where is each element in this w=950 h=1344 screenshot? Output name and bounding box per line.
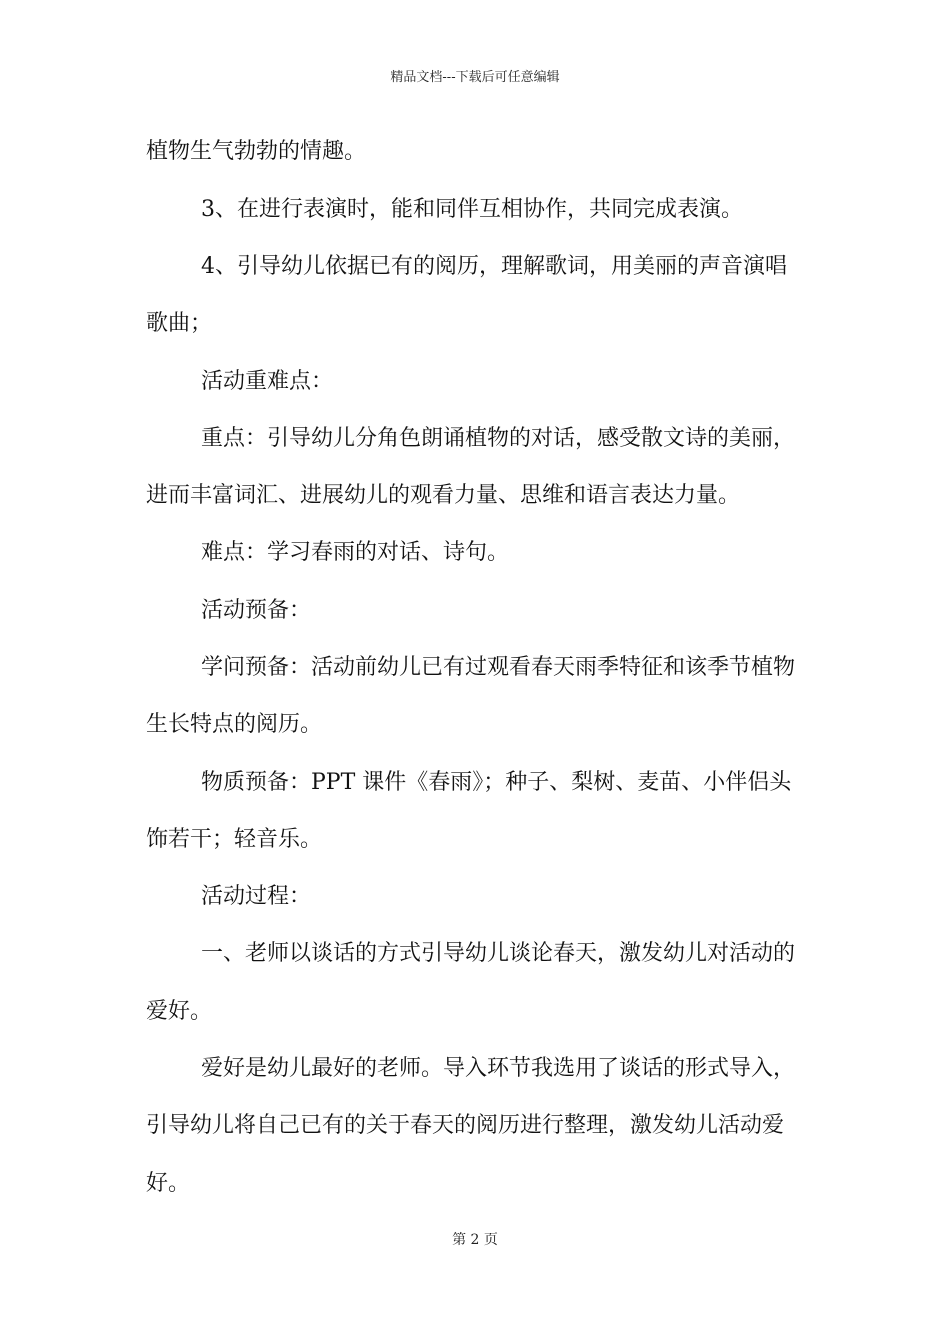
body-line: 物质预备：PPT 课件《春雨》；种子、梨树、麦苗、小伴侣头: [201, 770, 792, 795]
body-line: 植物生气勃勃的情趣。: [146, 139, 367, 164]
body-line: 好。: [146, 1171, 191, 1196]
body-line: 生长特点的阅历。: [146, 712, 323, 737]
body-line: 3、在进行表演时，能和同伴互相协作，共同完成表演。: [201, 197, 743, 222]
body-line: 难点：学习春雨的对话、诗句。: [201, 540, 510, 565]
section-heading: 活动过程：: [201, 884, 312, 909]
body-line: 学问预备：活动前幼儿已有过观看春天雨季特征和该季节植物: [201, 655, 796, 680]
body-line: 饰若干；轻音乐。: [146, 827, 323, 852]
body-line: 引导幼儿将自己已有的关于春天的阅历进行整理，激发幼儿活动爱: [146, 1113, 785, 1138]
body-line: 爱好是幼儿最好的老师。导入环节我选用了谈话的形式导入，: [201, 1056, 796, 1081]
body-line: 重点：引导幼儿分角色朗诵植物的对话，感受散文诗的美丽，: [201, 426, 796, 451]
body-line: 进而丰富词汇、进展幼儿的观看力量、思维和语言表达力量。: [146, 483, 741, 508]
page-header: 精品文档---下载后可任意编辑: [390, 70, 560, 85]
section-heading: 活动预备：: [201, 598, 312, 623]
body-line: 一、老师以谈话的方式引导幼儿谈论春天，激发幼儿对活动的: [201, 941, 796, 966]
body-line: 4、引导幼儿依据已有的阅历，理解歌词，用美丽的声音演唱: [201, 254, 787, 279]
body-line: 歌曲；: [146, 311, 213, 336]
page-number: 第 2 页: [452, 1232, 498, 1248]
section-heading: 活动重难点：: [201, 369, 334, 394]
body-line: 爱好。: [146, 999, 213, 1024]
